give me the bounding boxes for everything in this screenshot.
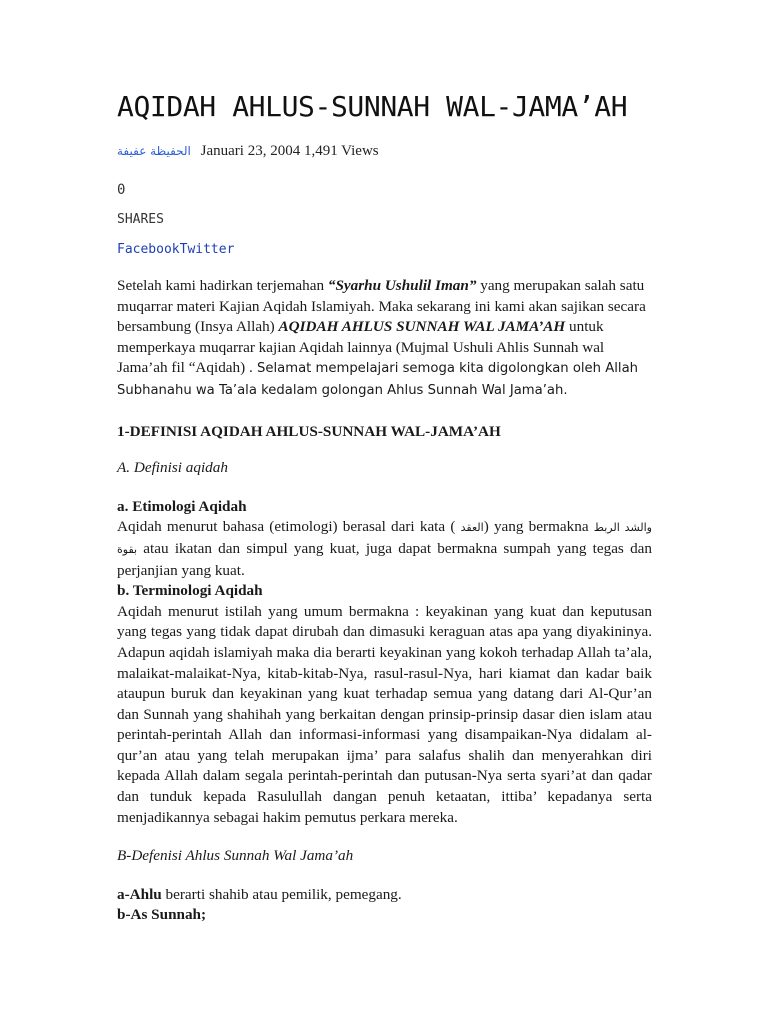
intro-text-1: Setelah kami hadirkan terjemahan bbox=[117, 277, 328, 294]
ahlu-text: berarti shahib atau pemilik, pemegang. bbox=[161, 885, 402, 903]
intro-series-title: AQIDAH AHLUS SUNNAH WAL JAMA’AH bbox=[278, 318, 566, 336]
intro-text-3: untuk memperkaya muqarrar kajian Aqidah lainnya (Mujmal Ushuli Ahlis Sunnah wal Jama’ah fil “Aqidah) . bbox=[117, 318, 605, 377]
article-title: AQIDAH AHLUS-SUNNAH WAL-JAMA’AH bbox=[117, 90, 628, 123]
ahlu-definition bbox=[117, 885, 652, 906]
arabic-term-quwwah: بقوة bbox=[117, 542, 138, 556]
as-sunnah-heading: b-As Sunnah; bbox=[117, 906, 207, 924]
intro-book-title: “Syarhu Ushulil Iman” bbox=[327, 277, 477, 294]
etimologi-paragraph bbox=[117, 517, 652, 581]
author-link[interactable]: الحفيظة عفيفة bbox=[117, 144, 191, 158]
view-count: 1,491 Views bbox=[303, 143, 379, 159]
subsection-a-heading: A. Definisi aqidah bbox=[117, 459, 228, 477]
etimologi-text-2: ) yang bermakna bbox=[483, 518, 594, 536]
ahlu-label: a-Ahlu bbox=[117, 885, 162, 903]
facebook-share-link[interactable]: Facebook bbox=[117, 242, 180, 257]
article-meta bbox=[117, 143, 379, 160]
etimologi-text-1: Aqidah menurut bahasa (etimologi) berasal dari kata ( bbox=[117, 518, 461, 536]
arabic-term-rabt: والشد الربط bbox=[593, 521, 652, 535]
post-date: Januari 23, 2004 bbox=[200, 143, 301, 159]
share-count: 0 bbox=[117, 182, 126, 198]
etimologi-heading: a. Etimologi Aqidah bbox=[117, 497, 247, 515]
section-heading: 1-DEFINISI AQIDAH AHLUS-SUNNAH WAL-JAMA’AH bbox=[117, 422, 501, 440]
article-body bbox=[117, 276, 652, 926]
shares-label: SHARES bbox=[117, 212, 164, 227]
intro-text-2: yang merupakan salah satu muqarrar materi Kajian Aqidah Islamiyah. Maka sekarang ini kami akan sajikan secara bersambung (Insya Allah) bbox=[117, 277, 646, 336]
social-share-links bbox=[117, 242, 234, 257]
intro-paragraph bbox=[117, 276, 652, 402]
twitter-share-link[interactable]: Twitter bbox=[179, 242, 235, 257]
subsection-b-heading: B-Defenisi Ahlus Sunnah Wal Jama’ah bbox=[117, 847, 354, 865]
terminologi-heading: b. Terminologi Aqidah bbox=[117, 582, 263, 600]
intro-text-4: Selamat mempelajari semoga kita digolongkan oleh Allah Subhanahu wa Ta’ala kedalam golongan Ahlus Sunnah Wal Jama’ah. bbox=[117, 361, 639, 398]
etimologi-text-3: atau ikatan dan simpul yang kuat, juga dapat bermakna sumpah yang tegas dan perjanjian yang kuat. bbox=[117, 539, 652, 579]
arabic-term-aqd: العقد bbox=[460, 521, 484, 535]
terminologi-paragraph: Aqidah menurut istilah yang umum bermakna : keyakinan yang kuat dan keputusan yang tegas yang tidak dapat dirubah dan dimasuki keraguan atas apa yang diyakininya. Adapun aqidah islamiyah maka dia berarti keyakinan yang kokoh terhadap Allah ta’ala, malaikat-malaikat-Nya, kitab-kitab-Nya, rasul-rasul-Nya, hari kiamat dan kadar baik ataupun buruk dan keyakinan yang kuat terhadap semua yang datang dari Al-Qur’an dan Sunnah yang shahihah yang berkaitan dengan prinsip-prinsip dasar dien islam atau perintah-perintah Allah dan informasi-informasi yang disampaikan-Nya didalam al-qur’an atau yang telah merupakan ijma’ para salafus shalih dan menyerahkan diri kepada Allah dalam segala perintah-perintah dan putusan-Nya serta syari’at dan qadar dan tunduk kepada Rasulullah dangan penuh ketaatan, ittiba’ kepadanya serta menjadikannya sebagai hakim pemutus perkara mereka. bbox=[117, 602, 652, 826]
